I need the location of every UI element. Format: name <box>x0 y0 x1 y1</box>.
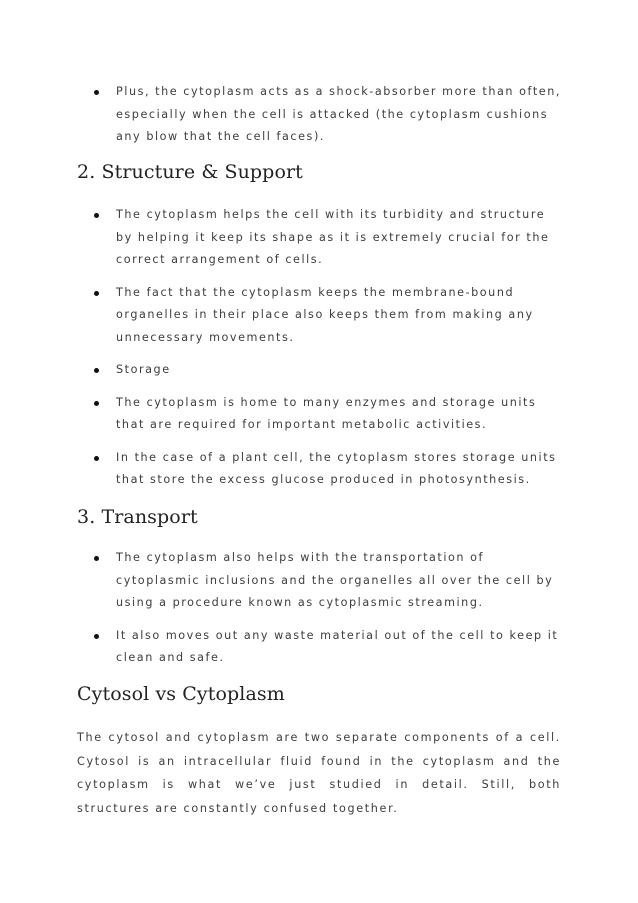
section-heading-transport: 3. Transport <box>77 506 198 528</box>
bullet-icon <box>94 456 99 461</box>
structure-bullet-list <box>94 204 564 502</box>
list-item <box>94 81 564 149</box>
bullet-icon <box>94 291 99 296</box>
bullet-icon <box>94 401 99 406</box>
list-item <box>94 204 564 272</box>
list-item <box>94 447 564 492</box>
section-heading-cytosol: Cytosol vs Cytoplasm <box>77 683 285 705</box>
list-item <box>94 282 564 350</box>
bullet-icon <box>94 556 99 561</box>
list-item <box>94 359 564 382</box>
list-item-text: It also moves out any waste material out of the cell to keep it clean and safe. <box>116 628 559 664</box>
bullet-icon <box>94 90 99 95</box>
list-item-text: The cytoplasm also helps with the transportation of cytoplasmic inclusions and the organelles all over the cell by using a procedure known as cytoplasmic streaming. <box>116 551 554 609</box>
transport-bullet-list <box>94 547 564 680</box>
list-item-text: The fact that the cytoplasm keeps the membrane-bound organelles in their place also keeps them from making any unnecessary movements. <box>116 285 534 344</box>
list-item-text: In the case of a plant cell, the cytoplasm stores storage units that store the excess glucose produced in photosynthesis. <box>116 450 557 486</box>
cytosol-paragraph: The cytosol and cytoplasm are two separate components of a cell. Cytosol is an intracellular fluid found in the cytoplasm and the cytoplasm is what we’ve just studied in detail. Still, both structures are constantly confused together. <box>77 731 561 815</box>
bullet-icon <box>94 368 99 373</box>
bullet-icon <box>94 634 99 639</box>
list-item <box>94 625 564 670</box>
list-item-text: Storage <box>116 363 171 376</box>
list-item <box>94 392 564 437</box>
list-item-text: The cytoplasm helps the cell with its turbidity and structure by helping it keep its shape as it is extremely crucial for the correct arrangement of cells. <box>116 208 550 266</box>
section-heading-structure: 2. Structure & Support <box>77 161 303 183</box>
list-item <box>94 547 564 615</box>
list-item-text: The cytoplasm is home to many enzymes and storage units that are required for important metabolic activities. <box>116 395 537 431</box>
bullet-icon <box>94 213 99 218</box>
intro-bullet-list <box>94 81 564 159</box>
list-item-text: Plus, the cytoplasm acts as a shock-absorber more than often, especially when the cell is attacked (the cytoplasm cushions any blow that the cell faces). <box>116 85 561 143</box>
